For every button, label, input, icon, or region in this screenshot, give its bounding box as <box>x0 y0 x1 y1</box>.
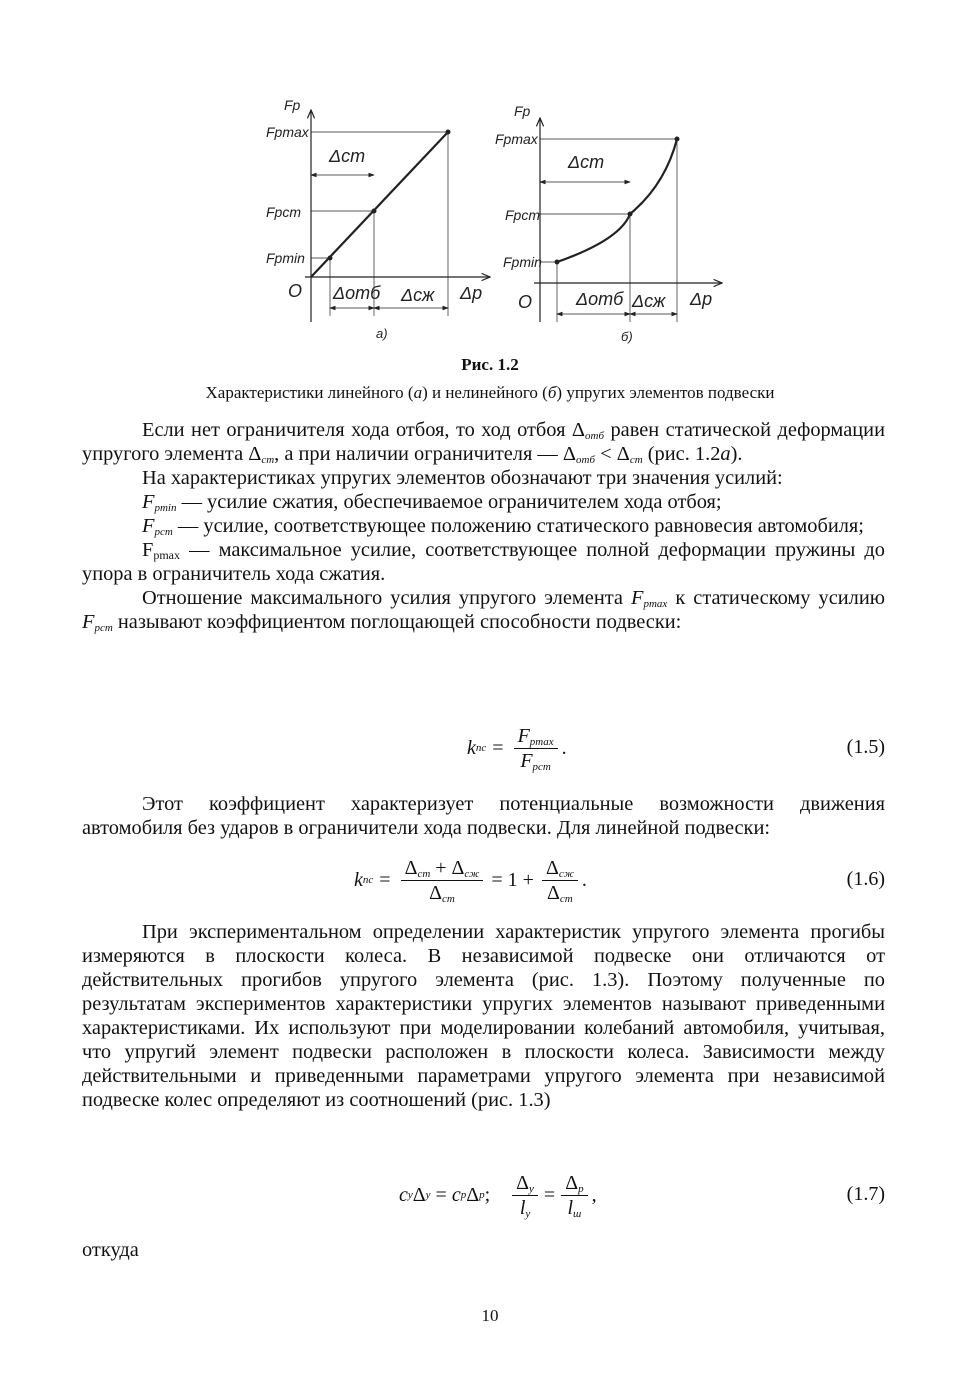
left-fmin-label: Fрmin <box>266 250 305 266</box>
paragraph-fpmax: $F_{pmax}$ — максимальное усилие, соответствующее полной деформации пружины до упора в ограничитель хода сжатия. <box>82 539 885 585</box>
left-delta-otb-label: Δотб <box>333 283 381 303</box>
paragraph-otkuda: откуда <box>82 1239 139 1261</box>
left-sublabel: а) <box>376 326 388 341</box>
paragraph-1: Если нет ограничителя хода отбоя, то ход отбоя $\Delta_{отб}$ равен статической деформации упругого элемента $\Delta_{ст}$, а при наличии ограничителя — $\Delta_{отб} < \Delta_{ст}$ (рис. 1.2а). <box>82 419 885 466</box>
right-origin-label: O <box>518 292 533 312</box>
paragraph-experimental: При экспериментальном определении характеристик упругого элемента прогибы измеряются в плоскости колеса. В независимой подвеске они отличаются от действительных прогибов упругого элемента (рис. 1.3). Поэтому полученные по результатам экспериментов характеристики упругих элементов называют приведенными характеристиками. Их используют при моделировании колебаний автомобиля, учитывая, что упругий элемент подвески расположен в плоскости колеса. Зависимости между действительными и приведенными параметрами упругого элемента при независимой подвеске колес определяют из соотношений (рис. 1.3) <box>82 921 885 1111</box>
figure-caption-title: Рис. 1.2 <box>461 355 519 374</box>
left-delta-st-label: Δст <box>329 146 366 166</box>
right-delta-otb-label: Δотб <box>576 289 624 309</box>
equation-1-5: k пс = $\frac{F_{pmax}}{F_{pcm}}$ . (1.5) <box>467 724 885 773</box>
right-fmax-label: Fрmax <box>495 131 538 147</box>
left-y-axis-label: Fр <box>284 97 301 113</box>
body-text-block-4 <box>82 1238 885 1262</box>
page-number: 10 <box>481 1306 499 1325</box>
left-fst-label: Fрст <box>266 204 301 220</box>
paragraph-fpcm: $F_{pcm}$ — усилие, соответствующее положению статического равновесия автомобиля; <box>142 515 864 538</box>
body-text-block-2 <box>82 792 885 840</box>
equation-1-6-number: (1.6) <box>846 868 885 890</box>
figure-caption-text: Характеристики линейного (а) и нелинейного (б) упругих элементов подвески <box>205 383 775 402</box>
equation-1-7: c y Δ y = c p Δ p ; $\frac{\Delta_y}{l_y}$ = $\frac{\Delta_p}{l_ш}$ , (1.7) <box>399 1171 885 1220</box>
left-delta-szh-label: Δсж <box>401 285 435 305</box>
right-delta-st-label: Δст <box>568 152 605 172</box>
paragraph-ratio: Отношение максимального усилия упругого элемента $F_{pmax}$ к статическому усилию $F_{pcm}$ называют коэффициентом поглощающей способности подвески: <box>82 587 885 634</box>
figure-1-2 <box>0 0 980 350</box>
equation-1-5-number: (1.5) <box>846 736 885 758</box>
equation-1-7-number: (1.7) <box>846 1183 885 1205</box>
left-x-axis-label: Δр <box>460 283 483 303</box>
paragraph-fpmin: $F_{pmin}$ — усилие сжатия, обеспечиваемое ограничителем хода отбоя; <box>142 491 722 514</box>
paragraph-coefficient: Этот коэффициент характеризует потенциальные возможности движения автомобиля без ударов в ограничители хода подвески. Для линейной подвески: <box>82 793 885 839</box>
figure-graphics <box>0 0 980 350</box>
equation-1-6: k пс = $\frac{\Delta_{ст} + \Delta_{сж}}{\Delta_{ст}}$ = 1 + $\frac{\Delta_{сж}}{\Delta_{ст}}$ . (1.6) <box>354 856 885 905</box>
right-x-axis-label: Δр <box>690 289 713 309</box>
right-sublabel: б) <box>621 329 633 344</box>
right-fmin-label: Fрmin <box>503 254 542 270</box>
paragraph-2: На характеристиках упругих элементов обозначают три значения усилий: <box>142 467 783 489</box>
left-fmax-label: Fрmax <box>266 124 309 140</box>
right-y-axis-label: Fр <box>514 103 531 119</box>
right-delta-szh-label: Δсж <box>632 291 666 311</box>
body-text-block-1 <box>82 418 885 634</box>
left-origin-label: O <box>288 281 303 301</box>
body-text-block-3 <box>82 920 885 1112</box>
right-fst-label: Fрст <box>505 207 540 223</box>
